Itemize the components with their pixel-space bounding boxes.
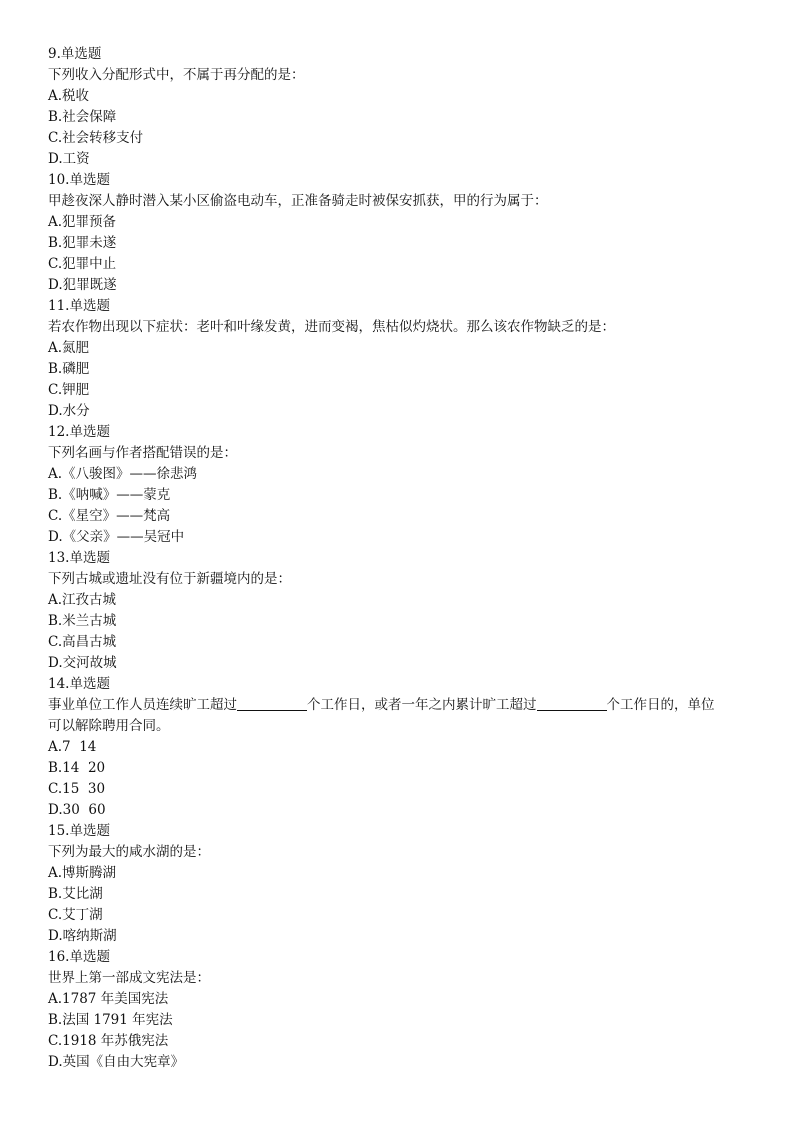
option-b: B.米兰古城 (48, 613, 117, 629)
question-header: 12.单选题 (48, 424, 110, 440)
stem-part-2: 个工作日，或者一年之内累计旷工超过 (307, 697, 537, 713)
option-c: C.犯罪中止 (48, 256, 117, 272)
question-16 (48, 947, 760, 1073)
option-d: D.30 60 (48, 802, 106, 818)
question-header: 11.单选题 (48, 298, 110, 314)
question-stem: 甲趁夜深人静时潜入某小区偷盗电动车，正准备骑走时被保安抓获，甲的行为属于： (48, 193, 548, 209)
question-stem: 下列为最大的咸水湖的是： (48, 844, 210, 860)
option-c: C.钾肥 (48, 382, 90, 398)
option-a: A.1787 年美国宪法 (48, 991, 169, 1007)
question-stem: 下列古城或遗址没有位于新疆境内的是： (48, 571, 291, 587)
fill-blank-1 (237, 696, 307, 711)
stem-part-1: 事业单位工作人员连续旷工超过 (48, 697, 237, 713)
question-stem-continued: 可以解除聘用合同。 (48, 718, 170, 734)
fill-blank-2 (537, 696, 607, 711)
question-stem: 下列收入分配形式中，不属于再分配的是： (48, 67, 305, 83)
option-d: D.水分 (48, 403, 90, 419)
option-a: A.《八骏图》——徐悲鸿 (48, 466, 198, 482)
option-c: C.1918 年苏俄宪法 (48, 1033, 169, 1049)
question-header: 14.单选题 (48, 676, 110, 692)
question-header: 16.单选题 (48, 949, 110, 965)
question-stem: 世界上第一部成文宪法是： (48, 970, 210, 986)
option-b: B.犯罪未遂 (48, 235, 117, 251)
option-c: C.社会转移支付 (48, 130, 144, 146)
option-c: C.《星空》——梵高 (48, 508, 171, 524)
question-15 (48, 821, 760, 947)
question-stem (48, 695, 760, 716)
question-14 (48, 674, 760, 821)
option-d: D.交河故城 (48, 655, 117, 671)
option-d: D.工资 (48, 151, 90, 167)
option-d: D.犯罪既遂 (48, 277, 117, 293)
option-a: A.江孜古城 (48, 592, 117, 608)
question-header: 10.单选题 (48, 172, 110, 188)
question-12 (48, 422, 760, 548)
option-a: A.税收 (48, 88, 90, 104)
option-c: C.15 30 (48, 781, 106, 797)
option-d: D.《父亲》——吴冠中 (48, 529, 185, 545)
question-11 (48, 296, 760, 422)
option-b: B.艾比湖 (48, 886, 103, 902)
question-header: 13.单选题 (48, 550, 110, 566)
question-10 (48, 170, 760, 296)
question-sheet (48, 44, 760, 1073)
option-b: B.磷肥 (48, 361, 90, 377)
option-c: C.艾丁湖 (48, 907, 103, 923)
option-b: B.社会保障 (48, 109, 117, 125)
question-stem: 若农作物出现以下症状：老叶和叶缘发黄，进而变褐，焦枯似灼烧状。那么该农作物缺乏的是： (48, 319, 615, 335)
option-a: A.7 14 (48, 739, 97, 755)
question-header: 15.单选题 (48, 823, 110, 839)
question-13 (48, 548, 760, 674)
question-stem: 下列名画与作者搭配错误的是： (48, 445, 237, 461)
question-header: 9.单选题 (48, 46, 102, 62)
stem-part-3: 个工作日的，单位 (606, 697, 715, 713)
option-b: B.14 20 (48, 760, 106, 776)
option-d: D.喀纳斯湖 (48, 928, 117, 944)
option-a: A.博斯腾湖 (48, 865, 117, 881)
option-c: C.高昌古城 (48, 634, 117, 650)
option-d: D.英国《自由大宪章》 (48, 1054, 185, 1070)
option-b: B.《呐喊》——蒙克 (48, 487, 171, 503)
question-9 (48, 44, 760, 170)
option-a: A.犯罪预备 (48, 214, 117, 230)
option-a: A.氮肥 (48, 340, 90, 356)
option-b: B.法国 1791 年宪法 (48, 1012, 173, 1028)
